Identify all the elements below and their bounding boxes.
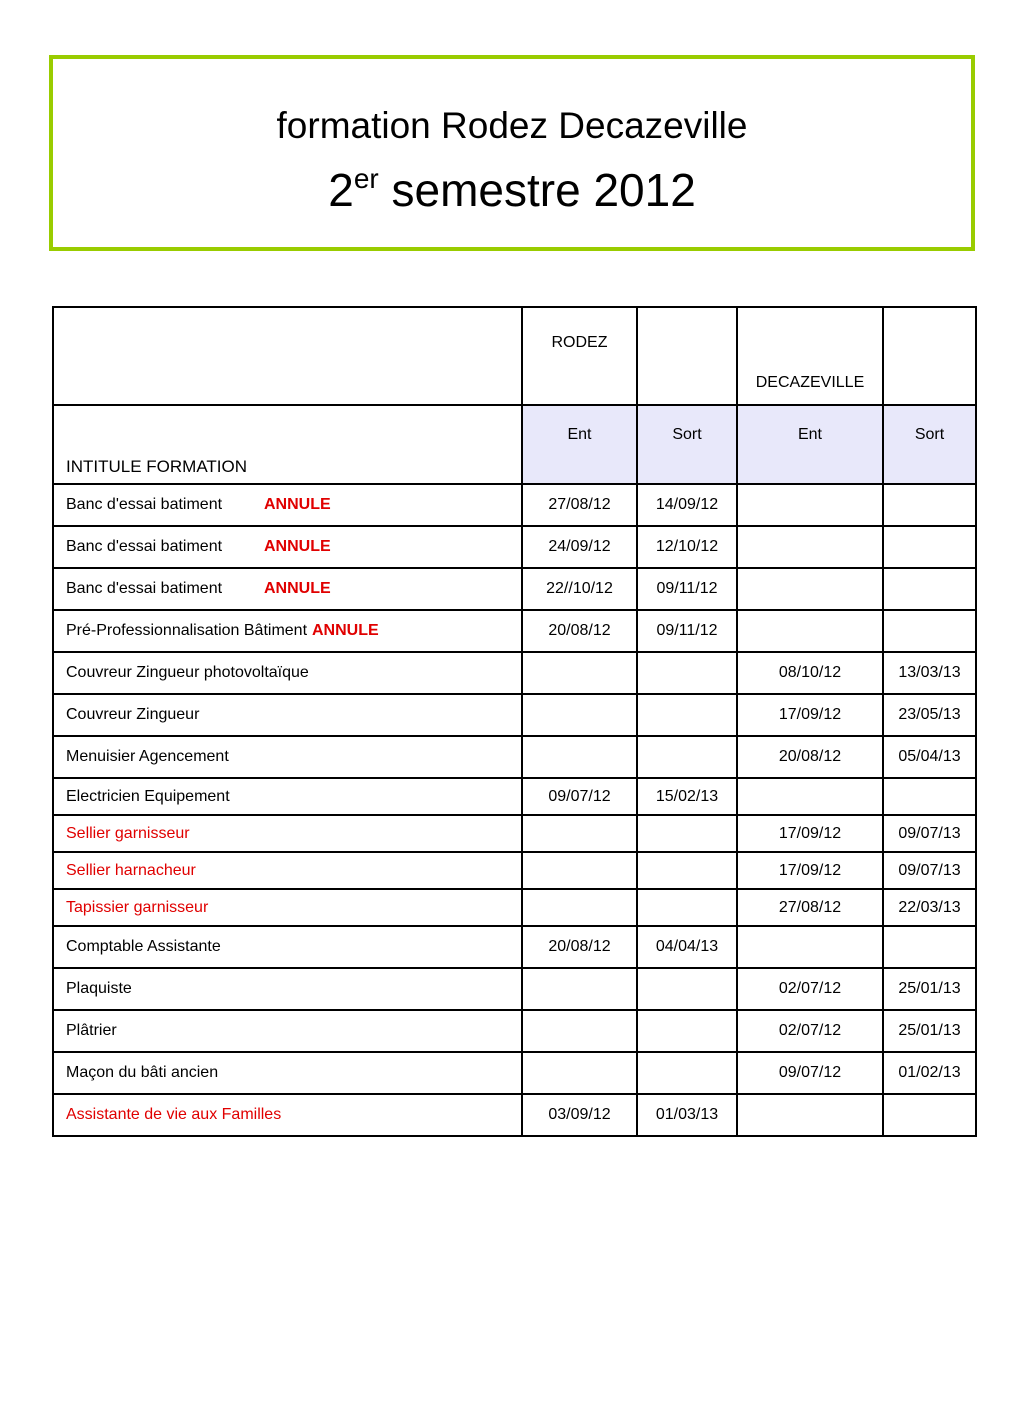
- annule-label: ANNULE: [312, 622, 379, 639]
- table-row: [53, 652, 976, 694]
- formation-cell: [53, 610, 522, 652]
- formation-cell: [53, 526, 522, 568]
- deca-sort-cell: 01/02/13: [883, 1052, 976, 1094]
- rodez-sort-cell: [637, 736, 737, 778]
- formation-name: Menuisier Agencement: [53, 736, 522, 778]
- formation-name: Pré-Professionnalisation Bâtiment: [66, 622, 308, 639]
- table-row: [53, 568, 976, 610]
- rodez-sort-cell: 15/02/13: [637, 778, 737, 815]
- deca-sort-cell: 09/07/13: [883, 852, 976, 889]
- deca-ent-cell: [737, 526, 883, 568]
- title-line1: formation Rodez Decazeville: [276, 105, 748, 146]
- rodez-ent-cell: [522, 652, 637, 694]
- table-row: [53, 1052, 976, 1094]
- rodez-ent-cell: [522, 1010, 637, 1052]
- rodez-sort-cell: [637, 694, 737, 736]
- deca-sort-cell: [883, 610, 976, 652]
- table-row: [53, 1094, 976, 1136]
- header-intitule-formation: INTITULE FORMATION: [53, 405, 522, 484]
- deca-sort-cell: 05/04/13: [883, 736, 976, 778]
- rodez-ent-cell: [522, 852, 637, 889]
- header-rodez: RODEZ: [522, 307, 637, 405]
- formation-name: Plâtrier: [53, 1010, 522, 1052]
- formation-name: Banc d'essai batiment: [66, 538, 223, 555]
- table-row: [53, 736, 976, 778]
- deca-sort-cell: [883, 568, 976, 610]
- table-row: [53, 694, 976, 736]
- rodez-ent-cell: [522, 694, 637, 736]
- title-line2: [53, 162, 971, 225]
- table-row: [53, 815, 976, 852]
- rodez-ent-cell: 03/09/12: [522, 1094, 637, 1136]
- rodez-sort-cell: [637, 889, 737, 926]
- rodez-sort-cell: [637, 815, 737, 852]
- header-deca-ent: Ent: [737, 405, 883, 484]
- deca-ent-cell: [737, 1094, 883, 1136]
- table-row: [53, 889, 976, 926]
- formation-name: Banc d'essai batiment: [66, 496, 223, 513]
- deca-ent-cell: 09/07/12: [737, 1052, 883, 1094]
- deca-sort-cell: 23/05/13: [883, 694, 976, 736]
- header-empty-cell: [53, 307, 522, 405]
- deca-sort-cell: [883, 926, 976, 968]
- table-row: [53, 484, 976, 526]
- rodez-ent-cell: 27/08/12: [522, 484, 637, 526]
- formation-name: Maçon du bâti ancien: [53, 1052, 522, 1094]
- rodez-sort-cell: [637, 1052, 737, 1094]
- rodez-sort-cell: [637, 968, 737, 1010]
- deca-ent-cell: [737, 568, 883, 610]
- formation-name: Couvreur Zingueur: [53, 694, 522, 736]
- deca-sort-cell: 25/01/13: [883, 968, 976, 1010]
- rodez-ent-cell: 22//10/12: [522, 568, 637, 610]
- rodez-sort-cell: 09/11/12: [637, 568, 737, 610]
- deca-ent-cell: 20/08/12: [737, 736, 883, 778]
- header-empty-cell: [883, 307, 976, 405]
- formation-name: Tapissier garnisseur: [53, 889, 522, 926]
- rodez-sort-cell: 12/10/12: [637, 526, 737, 568]
- table-row: [53, 1010, 976, 1052]
- rodez-sort-cell: 14/09/12: [637, 484, 737, 526]
- rodez-ent-cell: [522, 968, 637, 1010]
- deca-sort-cell: 09/07/13: [883, 815, 976, 852]
- rodez-sort-cell: 04/04/13: [637, 926, 737, 968]
- deca-ent-cell: 02/07/12: [737, 968, 883, 1010]
- deca-ent-cell: [737, 610, 883, 652]
- deca-sort-cell: 22/03/13: [883, 889, 976, 926]
- deca-ent-cell: 17/09/12: [737, 694, 883, 736]
- deca-sort-cell: [883, 484, 976, 526]
- deca-sort-cell: 13/03/13: [883, 652, 976, 694]
- rodez-sort-cell: 09/11/12: [637, 610, 737, 652]
- semester-number: 2: [328, 164, 354, 216]
- header-decazeville: DECAZEVILLE: [737, 307, 883, 405]
- annule-label: ANNULE: [264, 496, 331, 513]
- deca-ent-cell: [737, 484, 883, 526]
- table-row: [53, 610, 976, 652]
- header-deca-sort: Sort: [883, 405, 976, 484]
- rodez-ent-cell: [522, 736, 637, 778]
- formation-name: Assistante de vie aux Familles: [53, 1094, 522, 1136]
- formation-cell: [53, 484, 522, 526]
- table-row: [53, 968, 976, 1010]
- header-rodez-ent: Ent: [522, 405, 637, 484]
- deca-ent-cell: 17/09/12: [737, 815, 883, 852]
- deca-sort-cell: 25/01/13: [883, 1010, 976, 1052]
- deca-ent-cell: 17/09/12: [737, 852, 883, 889]
- deca-ent-cell: 08/10/12: [737, 652, 883, 694]
- deca-ent-cell: [737, 926, 883, 968]
- rodez-ent-cell: 20/08/12: [522, 610, 637, 652]
- rodez-sort-cell: [637, 652, 737, 694]
- formation-name: Plaquiste: [53, 968, 522, 1010]
- rodez-ent-cell: [522, 815, 637, 852]
- rodez-sort-cell: [637, 1010, 737, 1052]
- formation-name: Sellier garnisseur: [53, 815, 522, 852]
- formation-name: Sellier harnacheur: [53, 852, 522, 889]
- schedule-table: [52, 306, 977, 1137]
- header-empty-cell: [637, 307, 737, 405]
- annule-label: ANNULE: [264, 538, 331, 555]
- semester-label: semestre 2012: [378, 164, 696, 216]
- header-rodez-sort: Sort: [637, 405, 737, 484]
- table-row: [53, 852, 976, 889]
- formation-name: Electricien Equipement: [53, 778, 522, 815]
- semester-ordinal: er: [353, 163, 379, 194]
- formation-name: Couvreur Zingueur photovoltaïque: [53, 652, 522, 694]
- deca-sort-cell: [883, 526, 976, 568]
- formation-name: Comptable Assistante: [53, 926, 522, 968]
- formation-cell: [53, 568, 522, 610]
- rodez-ent-cell: 20/08/12: [522, 926, 637, 968]
- deca-ent-cell: [737, 778, 883, 815]
- rodez-ent-cell: 09/07/12: [522, 778, 637, 815]
- rodez-ent-cell: 24/09/12: [522, 526, 637, 568]
- title-box: [49, 55, 975, 251]
- header-row-locations: [53, 307, 976, 405]
- table-row: [53, 526, 976, 568]
- rodez-ent-cell: [522, 889, 637, 926]
- formation-name: Banc d'essai batiment: [66, 580, 223, 597]
- deca-ent-cell: 27/08/12: [737, 889, 883, 926]
- rodez-ent-cell: [522, 1052, 637, 1094]
- header-row-columns: [53, 405, 976, 484]
- rodez-sort-cell: 01/03/13: [637, 1094, 737, 1136]
- deca-sort-cell: [883, 778, 976, 815]
- rodez-sort-cell: [637, 852, 737, 889]
- table-row: [53, 778, 976, 815]
- table-row: [53, 926, 976, 968]
- annule-label: ANNULE: [264, 580, 331, 597]
- deca-ent-cell: 02/07/12: [737, 1010, 883, 1052]
- deca-sort-cell: [883, 1094, 976, 1136]
